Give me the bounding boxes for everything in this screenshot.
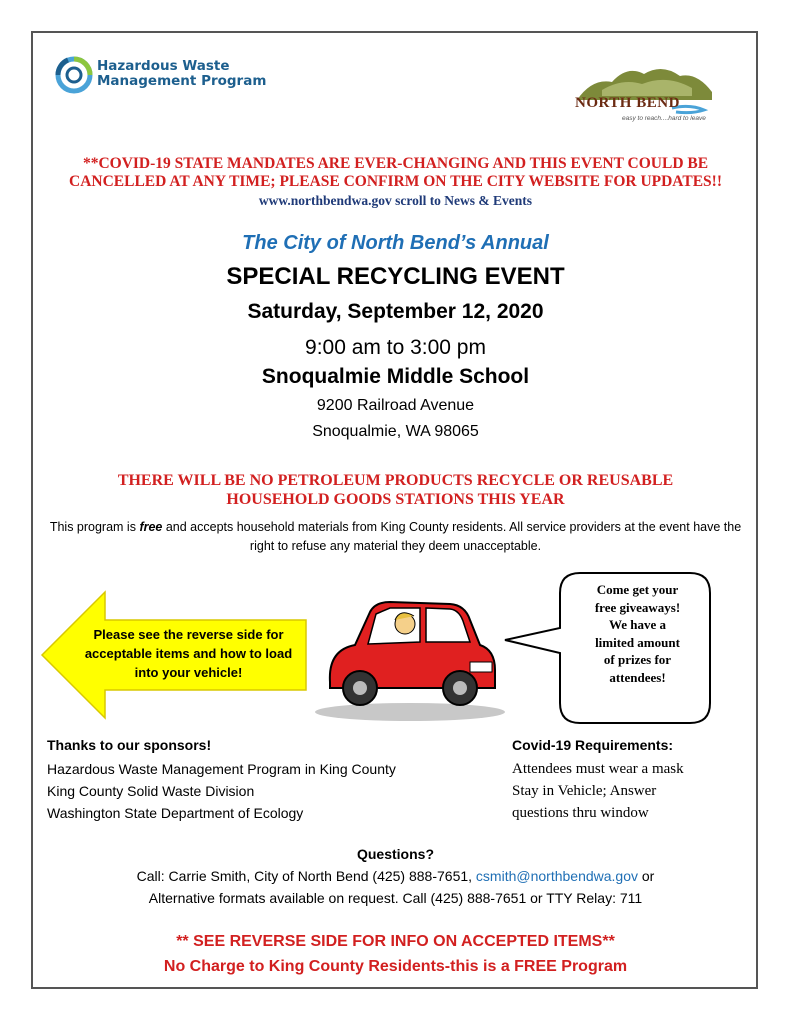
requirement-item: questions thru window [512,805,649,821]
requirement-item: Attendees must wear a mask [512,761,684,777]
north-bend-tagline: easy to reach....hard to leave [622,115,706,122]
sponsors-list [47,758,396,824]
sponsor-item: Washington State Department of Ecology [47,805,304,821]
hwmp-logo-text [97,59,266,88]
bubble-line6: attendees! [609,669,666,685]
website-line: www.northbendwa.gov scroll to News & Events [258,193,533,208]
program-free: free [139,520,163,534]
hwmp-line2: Management Program [97,72,267,89]
bubble-line5: of prizes for [603,652,672,667]
red-car-icon [310,590,510,725]
bubble-text [570,581,705,686]
contact-suffix: or [638,868,655,884]
questions-heading: Questions? [356,846,434,862]
covid-requirements-list [512,758,684,824]
stations-line2: HOUSEHOLD GOODS STATIONS THIS YEAR [226,491,565,508]
hwmp-line1: Hazardous Waste [97,58,230,74]
north-bend-logo-text: NORTH BEND [575,95,680,111]
bubble-line4: limited amount [595,634,680,650]
program-part2: and accepts household materials from King County residents. All service providers at the event have the right to refuse any material they deem unacceptable. [162,520,742,553]
address-line2: Snoqualmie, WA 98065 [312,423,479,440]
arrow-text: Please see the reverse side for acceptable items and how to load into your vehicle! [84,627,293,680]
address-line1: 9200 Railroad Avenue [316,397,475,414]
stations-line1: THERE WILL BE NO PETROLEUM PRODUCTS RECYCLE OR REUSABLE [117,472,674,489]
program-part1: This program is [49,520,140,534]
covid-requirements-heading: Covid-19 Requirements: [512,737,674,753]
questions-contact [40,868,751,884]
alternative-formats: Alternative formats available on request. Call (425) 888-7651 or TTY Relay: 711 [148,890,643,906]
event-title: SPECIAL RECYCLING EVENT [226,263,565,290]
covid-line2: CANCELLED AT ANY TIME; PLEASE CONFIRM ON THE CITY WEBSITE FOR UPDATES!! [69,173,722,190]
sponsors-heading: Thanks to our sponsors! [47,737,212,753]
footer-reverse-side: ** SEE REVERSE SIDE FOR INFO ON ACCEPTED ITEMS** [176,933,615,950]
program-description [48,518,743,556]
stations-notice [40,471,751,509]
city-annual: The City of North Bend’s Annual [242,232,549,254]
requirement-item: Stay in Vehicle; Answer [512,783,657,799]
sponsor-item: King County Solid Waste Division [47,783,255,799]
footer-free-program: No Charge to King County Residents-this is a FREE Program [163,958,628,975]
sponsor-item: Hazardous Waste Management Program in King County [47,761,396,777]
covid-line1: **COVID-19 STATE MANDATES ARE EVER-CHANGING AND THIS EVENT COULD BE [82,155,709,172]
event-venue: Snoqualmie Middle School [261,365,530,388]
bubble-line3: We have a [608,617,667,632]
covid-notice [40,155,751,191]
email-link[interactable]: csmith@northbendwa.gov [475,868,638,884]
event-date: Saturday, September 12, 2020 [247,300,544,323]
bubble-line2: free giveaways! [594,599,681,615]
event-time: 9:00 am to 3:00 pm [305,336,486,359]
bubble-line1: Come get your [596,582,679,597]
contact-prefix: Call: Carrie Smith, City of North Bend (425) 888-7651, [136,868,476,884]
